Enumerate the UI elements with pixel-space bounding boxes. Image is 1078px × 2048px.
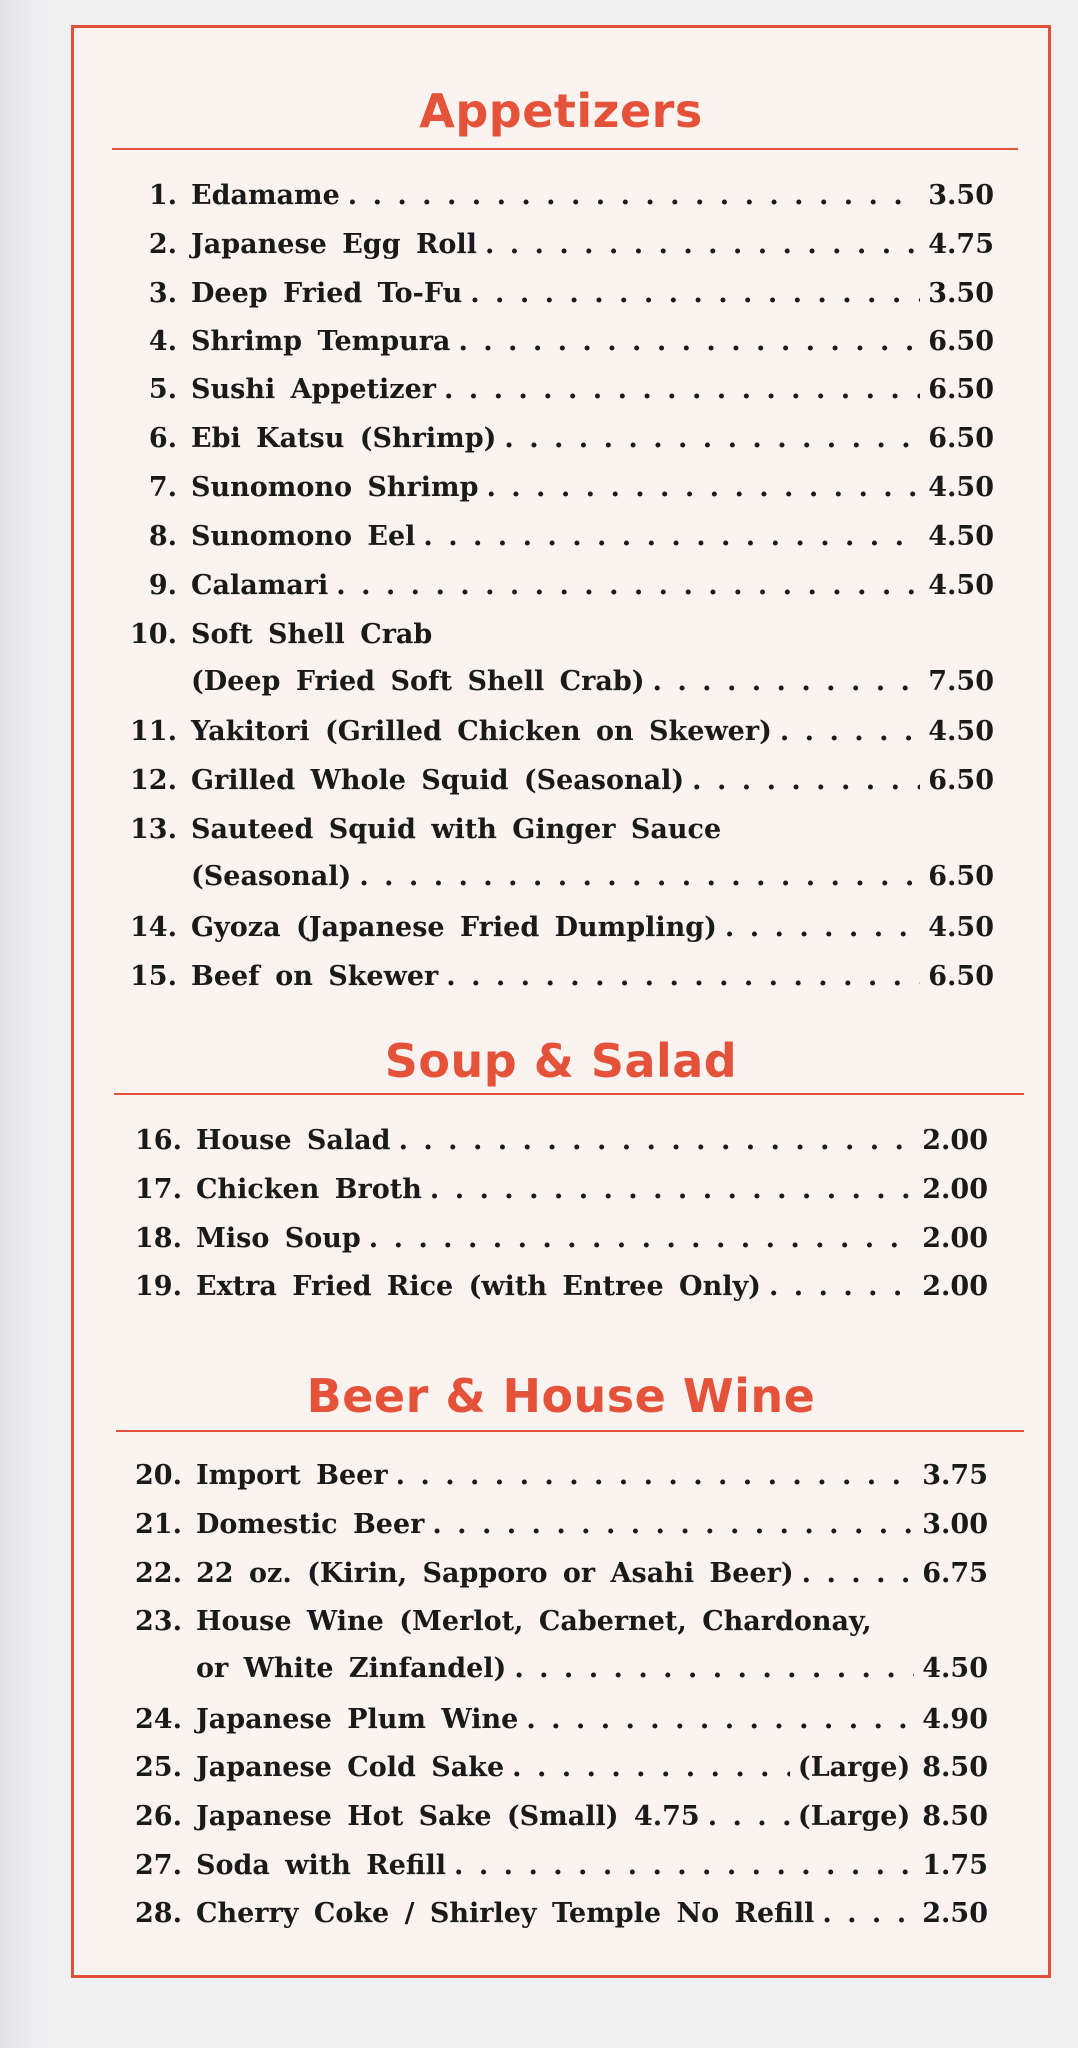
- item-number: 18.: [135, 1223, 182, 1254]
- item-number: 27.: [135, 1850, 182, 1881]
- item-line: [191, 570, 994, 601]
- menu-item: [74, 619, 1048, 697]
- dot-leader: [430, 1174, 914, 1205]
- dot-leader: [359, 861, 920, 892]
- item-line: [196, 1653, 988, 1684]
- item-size: (Large): [797, 1752, 911, 1783]
- dot-leader: [432, 1509, 914, 1540]
- menu-item: [74, 326, 1048, 370]
- dot-leader: [369, 1223, 914, 1254]
- menu-item: [74, 180, 1048, 224]
- item-price: 2.00: [922, 1125, 988, 1156]
- item-line: [196, 1558, 988, 1589]
- item-price: 8.50: [922, 1801, 988, 1832]
- item-name: Edamame: [191, 180, 340, 211]
- dot-leader: [486, 472, 920, 503]
- item-price: 6.50: [928, 326, 994, 357]
- item-price: 2.00: [922, 1174, 988, 1205]
- item-number: 23.: [135, 1606, 182, 1637]
- menu-item: [74, 278, 1048, 322]
- item-line: [196, 1125, 988, 1156]
- item-name: Extra Fried Rice (with Entree Only): [196, 1271, 761, 1302]
- item-line: [191, 666, 994, 697]
- dot-leader: [396, 1460, 915, 1491]
- item-price: 4.50: [928, 570, 994, 601]
- dot-leader: [336, 570, 920, 601]
- item-line: [196, 1271, 988, 1302]
- item-line: [196, 1850, 988, 1881]
- item-price: 4.75: [928, 229, 994, 260]
- section-divider: [112, 148, 1018, 150]
- item-name: Chicken Broth: [196, 1174, 422, 1205]
- item-number: 25.: [135, 1752, 182, 1783]
- menu-item: [74, 765, 1048, 809]
- dot-leader: [725, 912, 920, 943]
- dot-leader: [822, 1898, 914, 1929]
- item-line: [191, 229, 994, 260]
- dot-leader: [454, 1850, 914, 1881]
- item-number: 16.: [135, 1125, 182, 1156]
- item-price: 2.00: [922, 1271, 988, 1302]
- item-name: Japanese Plum Wine: [196, 1704, 519, 1735]
- menu-item: [74, 1174, 1048, 1218]
- item-price: 2.50: [922, 1898, 988, 1929]
- menu-item: [74, 1460, 1048, 1504]
- dot-leader: [446, 961, 920, 992]
- item-number: 14.: [130, 912, 177, 943]
- item-number: 13.: [130, 814, 177, 845]
- item-name: Deep Fried To-Fu: [191, 278, 463, 309]
- item-line: [196, 1898, 988, 1929]
- item-name-line1: Soft Shell Crab: [191, 619, 433, 650]
- dot-leader: [692, 765, 920, 796]
- item-number: 10.: [130, 619, 177, 650]
- item-price: 4.90: [922, 1704, 988, 1735]
- item-number: 28.: [135, 1898, 182, 1929]
- item-name: Sunomono Shrimp: [191, 472, 479, 503]
- menu-item: [74, 521, 1048, 565]
- item-name: Japanese Egg Roll: [191, 229, 477, 260]
- menu-item: [74, 1558, 1048, 1602]
- item-number: 26.: [135, 1801, 182, 1832]
- item-name: (Seasonal): [191, 861, 352, 892]
- item-line: [191, 374, 994, 405]
- menu-item: [74, 1898, 1048, 1942]
- dot-leader: [514, 1653, 914, 1684]
- item-line: [191, 472, 994, 503]
- menu-item: [74, 1606, 1048, 1684]
- item-number: 19.: [135, 1271, 182, 1302]
- item-name: Domestic Beer: [196, 1509, 425, 1540]
- item-number: 2.: [148, 229, 177, 260]
- section-title-appetizers: Appetizers: [419, 84, 703, 138]
- dot-leader: [348, 180, 920, 211]
- section-divider: [116, 1430, 1024, 1432]
- item-number: 11.: [130, 716, 177, 747]
- item-price: 3.50: [928, 278, 994, 309]
- item-number: 12.: [130, 765, 177, 796]
- menu-item: [74, 1509, 1048, 1553]
- item-name: Beef on Skewer: [191, 961, 439, 992]
- menu-item: [74, 1850, 1048, 1894]
- item-number: 24.: [135, 1704, 182, 1735]
- item-name: Calamari: [191, 570, 329, 601]
- item-line: [196, 1752, 988, 1783]
- item-line: [191, 765, 994, 796]
- item-number: 9.: [148, 570, 177, 601]
- item-line: [196, 1174, 988, 1205]
- item-line: [191, 912, 994, 943]
- item-price: 1.75: [922, 1850, 988, 1881]
- dot-leader: [512, 1752, 790, 1783]
- item-name: or White Zinfandel): [196, 1653, 507, 1684]
- dot-leader: [444, 374, 920, 405]
- item-name: 22 oz. (Kirin, Sapporo or Asahi Beer): [196, 1558, 794, 1589]
- dot-leader: [769, 1271, 914, 1302]
- item-price: 6.50: [928, 374, 994, 405]
- dot-leader: [485, 229, 920, 260]
- item-line: [196, 1704, 988, 1735]
- item-price: 6.50: [928, 961, 994, 992]
- menu-item: [74, 423, 1048, 467]
- item-line: [196, 1801, 988, 1832]
- menu-item: [74, 961, 1048, 1005]
- item-line: [191, 326, 994, 357]
- section-divider: [114, 1093, 1024, 1095]
- item-number: 20.: [135, 1460, 182, 1491]
- menu-item: [74, 814, 1048, 892]
- dot-leader: [458, 326, 920, 357]
- dot-leader: [708, 1801, 790, 1832]
- dot-leader: [653, 666, 921, 697]
- menu-item: [74, 1271, 1048, 1315]
- item-name: Shrimp Tempura: [191, 326, 451, 357]
- dot-leader: [526, 1704, 914, 1735]
- item-price: 4.50: [922, 1653, 988, 1684]
- item-line: [196, 1223, 988, 1254]
- item-name: Japanese Cold Sake: [196, 1752, 505, 1783]
- item-name-line1: House Wine (Merlot, Cabernet, Chardonay,: [196, 1606, 872, 1637]
- item-name: Cherry Coke / Shirley Temple No Refill: [196, 1898, 815, 1929]
- item-line: [191, 278, 994, 309]
- item-name-line1: Sauteed Squid with Ginger Sauce: [191, 814, 722, 845]
- item-price: 3.00: [922, 1509, 988, 1540]
- item-number: 15.: [130, 961, 177, 992]
- item-number: 6.: [148, 423, 177, 454]
- section-title-beer-house-wine: Beer & House Wine: [306, 1369, 816, 1423]
- item-name: Soda with Refill: [196, 1850, 447, 1881]
- item-price: 6.75: [922, 1558, 988, 1589]
- dot-leader: [802, 1558, 915, 1589]
- menu-item: [74, 374, 1048, 418]
- item-name: Sushi Appetizer: [191, 374, 436, 405]
- item-price: 3.50: [928, 180, 994, 211]
- dot-leader: [423, 521, 920, 552]
- menu-item: [74, 1125, 1048, 1169]
- item-number: 1.: [148, 180, 177, 211]
- dot-leader: [504, 423, 920, 454]
- menu-item: [74, 1801, 1048, 1845]
- item-name: Ebi Katsu (Shrimp): [191, 423, 497, 454]
- item-size: (Large): [797, 1801, 911, 1832]
- item-price: 2.00: [922, 1223, 988, 1254]
- item-number: 22.: [135, 1558, 182, 1589]
- item-price: 6.50: [928, 765, 994, 796]
- item-price: 3.75: [922, 1460, 988, 1491]
- item-line: [191, 423, 994, 454]
- menu-item: [74, 229, 1048, 273]
- item-number: 3.: [148, 278, 177, 309]
- item-name: Grilled Whole Squid (Seasonal): [191, 765, 685, 796]
- item-name: Japanese Hot Sake (Small) 4.75: [196, 1801, 700, 1832]
- item-number: 8.: [148, 521, 177, 552]
- item-name: Sunomono Eel: [191, 521, 416, 552]
- item-price: 6.50: [928, 861, 994, 892]
- item-price: 6.50: [928, 423, 994, 454]
- page-edge-shadow: [0, 0, 60, 2048]
- menu-item: [74, 570, 1048, 614]
- dot-leader: [470, 278, 920, 309]
- item-name: House Salad: [196, 1125, 391, 1156]
- item-line: [191, 180, 994, 211]
- section-title-soup-salad: Soup & Salad: [384, 1034, 738, 1088]
- menu-item: [74, 1223, 1048, 1267]
- item-name: Gyoza (Japanese Fried Dumpling): [191, 912, 717, 943]
- item-price: 4.50: [928, 716, 994, 747]
- menu-item: [74, 1704, 1048, 1748]
- item-name: Import Beer: [196, 1460, 388, 1491]
- item-price: 4.50: [928, 912, 994, 943]
- menu-frame: [71, 25, 1051, 1978]
- item-price: 8.50: [922, 1752, 988, 1783]
- item-line: [191, 861, 994, 892]
- item-line: [196, 1509, 988, 1540]
- item-number: 4.: [148, 326, 177, 357]
- item-price: 4.50: [928, 521, 994, 552]
- menu-item: [74, 912, 1048, 956]
- item-number: 7.: [148, 472, 177, 503]
- item-price: 7.50: [928, 666, 994, 697]
- dot-leader: [780, 716, 920, 747]
- item-name: Miso Soup: [196, 1223, 361, 1254]
- menu-item: [74, 716, 1048, 760]
- item-line: [191, 716, 994, 747]
- item-line: [191, 521, 994, 552]
- item-number: 21.: [135, 1509, 182, 1540]
- item-price: 4.50: [928, 472, 994, 503]
- menu-item: [74, 1752, 1048, 1796]
- item-number: 17.: [135, 1174, 182, 1205]
- item-number: 5.: [148, 374, 177, 405]
- item-line: [191, 961, 994, 992]
- menu-item: [74, 472, 1048, 516]
- item-name: Yakitori (Grilled Chicken on Skewer): [191, 716, 772, 747]
- item-line: [196, 1460, 988, 1491]
- item-name: (Deep Fried Soft Shell Crab): [191, 666, 645, 697]
- dot-leader: [399, 1125, 915, 1156]
